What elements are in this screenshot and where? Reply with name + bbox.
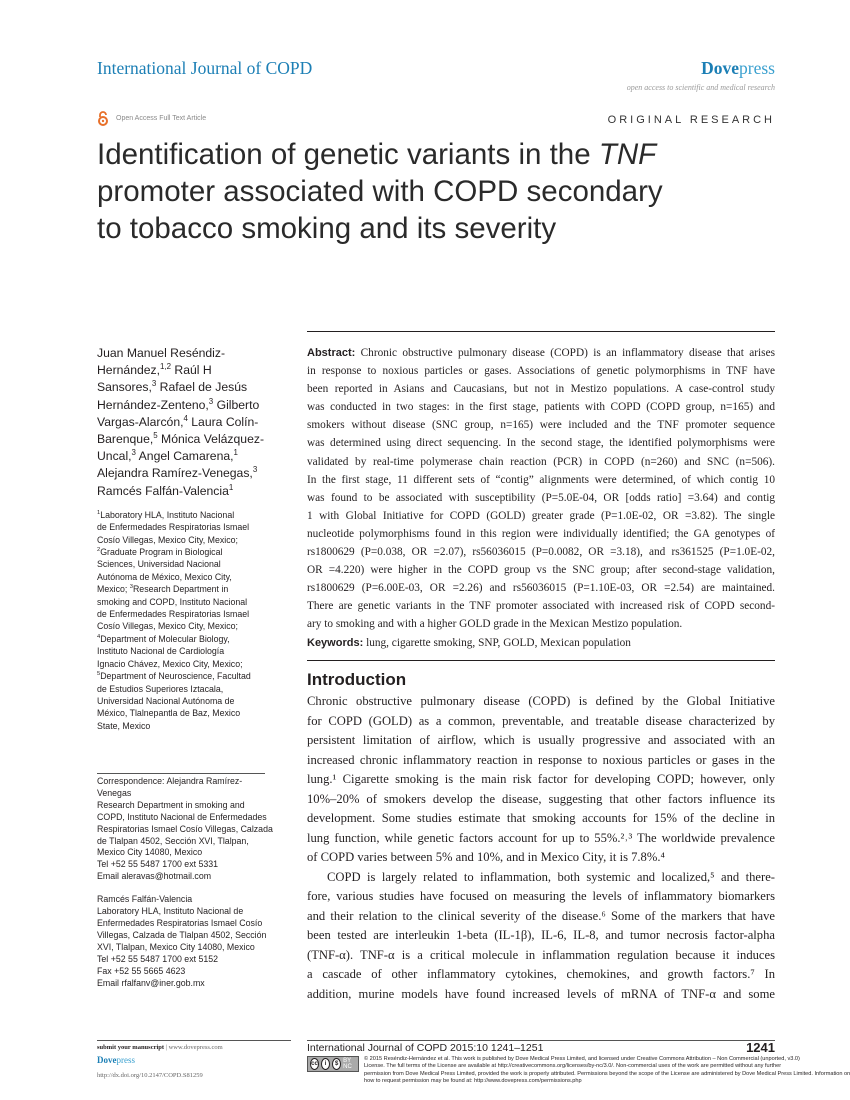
abstract-line: Abstract: Chronic obstructive pulmonary disease (COPD) is an inflammatory disease that arises (307, 347, 775, 359)
correspondence-email[interactable]: Email aleravas@hotmail.com (97, 871, 212, 882)
affiliation-line: de Estudios Superiores Iztacala, (97, 683, 224, 694)
body-line: lung function, while genetic factors account for up to 55%.²˒³ The worldwide prevalence (307, 830, 775, 845)
correspondence-line: Tel +52 55 5487 1700 ext 5152 (97, 953, 219, 964)
abstract-line: There are genetic variants in the TNF promoter associated with increased risk of COPD second- (307, 600, 775, 613)
body-line: fore, various studies have focused on measuring the levels of inflammatory biomarkers (307, 889, 775, 903)
body-line: COPD is largely related to inflammation, both systemic and localized,⁵ and there- (327, 869, 775, 884)
correspondence-line: Tel +52 55 5487 1700 ext 5331 (97, 859, 219, 870)
author-line: Barenque,$^5$ Mónica Velázquez- (97, 430, 265, 447)
correspondence (97, 776, 291, 989)
body-line: addition, murine models have found increased levels of mRNA of TNF-α and some (307, 986, 775, 1001)
body-line: Chronic obstructive pulmonary disease (COPD) is defined by the Global Initiative (307, 694, 775, 708)
open-access-row (97, 110, 206, 126)
author-line: Ramcés Falfán-Valencia$^1$ (97, 482, 234, 498)
body-line: and their relation to the clinical severity of the disease.⁶ Some of the markers that have (307, 908, 775, 923)
abstract-line: was determined using direct sequencing. In the second stage, the identified polymorphisms were (307, 437, 775, 450)
correspondence-line: Fax +52 55 5665 4623 (97, 965, 186, 976)
affiliation-line: Ignacio Chávez, Mexico City, Mexico; (97, 658, 243, 669)
body-line: a cascade of other inflammatory cytokines, chemokines, and growth factors.⁷ In (307, 967, 775, 981)
affiliation-line: Sciences, Universidad Nacional (97, 559, 221, 570)
cc-label: BY NC (343, 1058, 352, 1070)
cc-icon: cc (310, 1058, 319, 1070)
correspondence-line: Villegas, Calzada de Tlalpan 4502, Sección (97, 929, 267, 940)
affiliation-line: Cosío Villegas, Mexico City, Mexico; (97, 621, 238, 632)
correspondence-divider (97, 773, 265, 774)
affiliation-line: Mexico; $^3$Research Department in (97, 584, 229, 595)
footer-dovepress-logo[interactable] (97, 1055, 135, 1065)
author-line: Juan Manuel Reséndiz- (97, 346, 226, 360)
abstract-line: rs1800629 (P=6.00E-03, OR =2.26) and rs56036015 (P=1.10E-03, OR =2.54) are maintained. (307, 582, 775, 595)
abstract (307, 344, 775, 652)
license-line: © 2015 Reséndiz-Hernández et al. This work is published by Dove Medical Press Limited, and licensed under Creative Commons Attribution – Non Commercial (unported, v3.0) (364, 1056, 800, 1062)
doi-link[interactable]: http://dx.doi.org/10.2147/COPD.S81259 (97, 1072, 203, 1079)
correspondence-email[interactable]: Email rfalfanv@iner.gob.mx (97, 977, 205, 988)
page-number: 1241 (746, 1040, 775, 1055)
license-text (364, 1056, 850, 1086)
license-line: permission from Dove Medical Press Limited, provided the work is properly attributed. Permissions beyond the scope of the License are administered by Dove Medical Press Limited. Information on (364, 1070, 850, 1077)
author-line: Hernández-Zenteno,$^3$ Gilberto (97, 396, 260, 412)
author-line: Vargas-Alarcón,$^4$ Laura Colín- (97, 413, 259, 429)
abstract-line: rs1800629 (P=0.038, OR =2.07), rs56036015 (P=0.0082, OR =3.18), and rs361525 (P=1.0E-02, (307, 546, 775, 559)
introduction-body (307, 692, 775, 1004)
correspondence-line: Enfermedades Respiratorias Ismael Cosío (97, 917, 263, 928)
affiliation-line: $^2$Graduate Program in Biological (97, 547, 223, 558)
introduction-heading: Introduction (307, 670, 407, 689)
creative-commons-badge[interactable] (307, 1056, 359, 1072)
body-line: lung.¹ Cigarette smoking is the main risk factor for developing COPD; however, only (307, 772, 775, 786)
abstract-line: in response to noxious particles or gases. Associations of genetic polymorphisms in TNF have (307, 365, 775, 378)
correspondence-line: Mexico City 14080, Mexico (97, 847, 203, 858)
body-line: 10%–20% of smokers develop the disease, suggesting that other factors influence its (307, 791, 775, 806)
logo-press: press (739, 58, 775, 78)
journal-name: International Journal of COPD (97, 58, 313, 78)
affiliation-line: Instituto Nacional de Cardiología (97, 646, 225, 657)
license-line: License. The full terms of the License are available at http://creativecommons.org/licenses/by-nc/3.0/. Non-commercial uses of the work are permitted without any further (364, 1063, 782, 1070)
abstract-line: OR =4.220) were higher in the COPD group vs the SNC group; after second-stage validation, (307, 564, 775, 577)
attribution-icon: i (321, 1058, 330, 1070)
affiliation-line: $^4$Department of Molecular Biology, (97, 633, 230, 644)
correspondence-line: Laboratory HLA, Instituto Nacional de (97, 906, 244, 917)
title-line: promoter associated with COPD secondary (97, 175, 663, 208)
author-column (97, 345, 291, 732)
affiliation-line: de Enfermedades Respiratorias Ismael (97, 609, 250, 620)
abstract-line: 1 with Global Initiative for COPD (GOLD) greater grade (P=1.0E-02, OR =3.82). The single (307, 509, 775, 522)
footer-rule-left (97, 1040, 291, 1041)
publisher-tagline: open access to scientific and medical research (626, 83, 775, 92)
noncommercial-icon: $ (332, 1058, 341, 1070)
affiliation-line: $^1$Laboratory HLA, Instituto Nacional (97, 509, 235, 520)
article-title (97, 136, 737, 247)
open-access-lock-icon (97, 111, 109, 126)
footer-rule-right (307, 1040, 775, 1041)
abstract-line: smokers without disease (SNC group, n=165) were included and the TNF promoter sequence (307, 419, 775, 432)
correspondence-line: COPD, Instituto Nacional de Enfermedades (97, 811, 267, 822)
affiliation-line: State, Mexico (97, 720, 151, 731)
license-line: how to request permission may be found at: http://www.dovepress.com/permissions.php (364, 1078, 582, 1085)
correspondence-line: de Tlalpan 4502, Sección XVI, Tlalpan, (97, 835, 249, 846)
author-line: Alejandra Ramírez-Venegas,$^3$ (97, 465, 258, 481)
affiliation-line: México, Tlalnepantla de Baz, Mexico (97, 708, 241, 719)
abstract-line: ary to smoking and with a higher GOLD grade in the Mexican Mestizo population. (307, 618, 683, 631)
body-line: of COPD varies between 5% and 10%, and in Mexico City, it is 7.8%.⁴ (307, 850, 665, 864)
article-type: ORIGINAL RESEARCH (607, 114, 775, 126)
author-line: Uncal,$^3$ Angel Camarena,$^1$ (97, 448, 238, 464)
abstract-top-rule (307, 331, 775, 332)
affiliation-line: de Enfermedades Respiratorias Ismael (97, 522, 250, 533)
affiliation-line: Universidad Nacional Autónoma de (97, 695, 235, 706)
body-line: persistent limitation of airflow, which is usually progressive and associated with an (307, 733, 775, 747)
footer-logo-dove: Dove (97, 1055, 117, 1065)
affiliation-line: smoking and COPD, Instituto Nacional (97, 596, 248, 607)
abstract-line: nucleotide polymorphisms found in this region were individually identified; the GA genotypes of (307, 527, 775, 540)
journal-citation: International Journal of COPD 2015:10 1241–1251 (307, 1042, 544, 1054)
correspondence-line: XVI, Tlalpan, Mexico City 14080, Mexico (97, 941, 255, 952)
body-line: development. Some studies estimate that smoking accounts for 15% of the decline in (307, 811, 775, 825)
affiliation-line: Cosío Villegas, Mexico City, Mexico; (97, 534, 238, 545)
correspondence-line: Ramcés Falfán-Valencia (97, 894, 193, 905)
abstract-line: been reported in Asians and Caucasians, but not in Mestizo populations. A case-control study (307, 383, 775, 396)
dovepress-logo[interactable] (701, 58, 775, 79)
abstract-line: In the first stage, 11 different sets of “contig” alignments were determined, of which contig 10 (307, 473, 775, 486)
affiliation-line: Autónoma de México, Mexico City, (97, 571, 232, 582)
abstract-line: was found to be associated with susceptibility (P=5.0E-04, OR [odds ratio] =3.64) and contig (307, 491, 775, 504)
correspondence-line: Correspondence: Alejandra Ramírez- (97, 776, 243, 786)
abstract-line: was conducted in two stages: in the first stage, patients with COPD (COPD group, n=165) and (307, 401, 775, 414)
author-list (97, 345, 291, 500)
correspondence-line: Research Department in smoking and (97, 799, 245, 810)
logo-dove: Dove (701, 58, 740, 78)
open-access-label: Open Access Full Text Article (116, 114, 207, 122)
keywords-label: Keywords: (307, 636, 364, 649)
title-line: to tobacco smoking and its severity (97, 212, 557, 245)
affiliation-line: $^5$Department of Neuroscience, Facultad (97, 671, 251, 682)
abstract-label: Abstract: (307, 347, 356, 359)
abstract-line: validated by real-time polymerase chain reaction (PCR) in COPD (n=260) and SNC (n=506). (307, 455, 775, 468)
body-line: been tested are interleukin 1-beta (IL-1β), IL-6, IL-8, and tumor necrosis factor-alpha (307, 928, 775, 942)
footer-logo-press: press (116, 1055, 135, 1065)
body-line: increased chronic inflammatory reaction in response to noxious particles or gases in the (307, 752, 775, 767)
title-line: Identification of genetic variants in the TNF (97, 138, 657, 171)
author-line: Sansores,$^3$ Rafael de Jesús (97, 379, 248, 395)
body-line: for COPD (GOLD) as a common, preventable, and treatable disease characterized by (307, 713, 775, 728)
body-line: (TNF-α). TNF-α is a critical molecule in inflammation regulation because it induces (307, 947, 775, 962)
correspondence-line: Venegas (97, 787, 132, 798)
submit-manuscript-link[interactable]: submit your manuscript | www.dovepress.com (97, 1044, 223, 1051)
correspondence-line: Respiratorias Ismael Cosío Villegas, Calzada (97, 823, 273, 834)
affiliations (97, 509, 291, 732)
author-line: Hernández,$^{1,2}$ Raúl H (97, 362, 212, 378)
abstract-bottom-rule (307, 660, 775, 661)
keywords: Keywords: lung, cigarette smoking, SNP, GOLD, Mexican population (307, 636, 631, 649)
